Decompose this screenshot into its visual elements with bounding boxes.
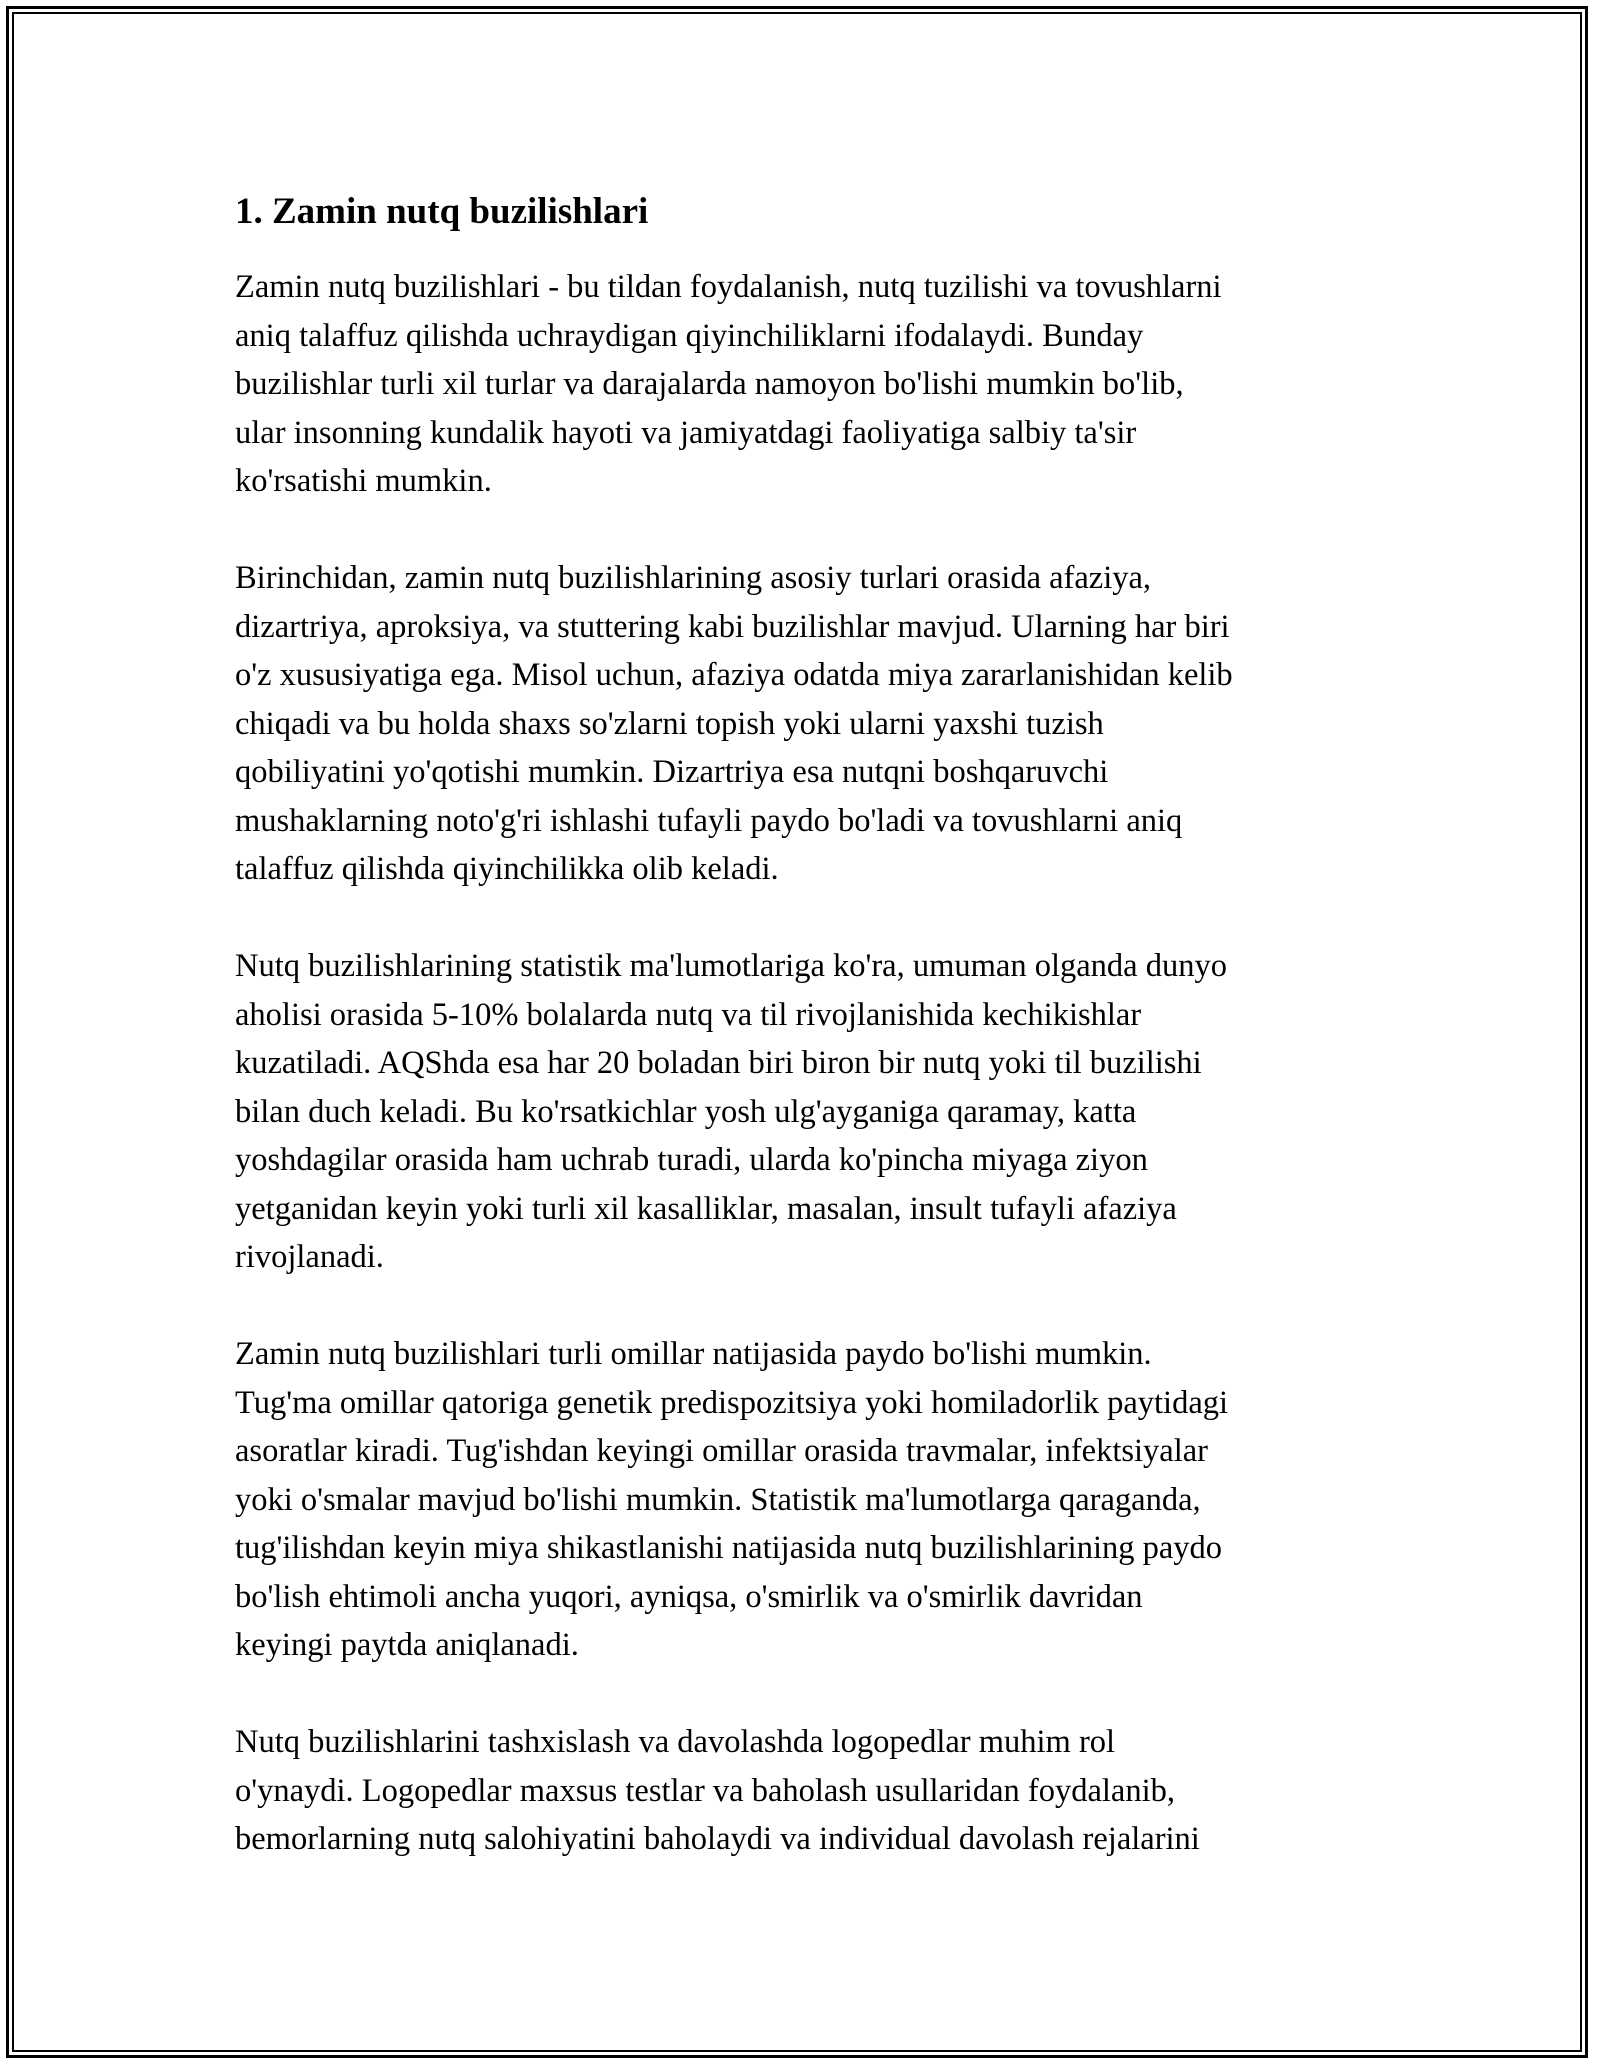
paragraph-4: Zamin nutq buzilishlari turli omillar natijasida paydo bo'lishi mumkin. Tug'ma omillar qatoriga genetik predispozitsiya yoki homiladorlik paytidagi asoratlar kiradi. Tug'ishdan keyingi omillar orasida travmalar, infektsiyalar yoki o'smalar mavjud bo'lishi mumkin. Statistik ma'lumotlarga qaraganda, tug'ilishdan keyin miya shikastlanishi natijasida nutq buzilishlarining paydo bo'lish ehtimoli ancha yuqori, ayniqsa, o'smirlik va o'smirlik davridan keyingi paytda aniqlanadi.: [235, 1336, 1229, 1663]
paragraph-3: Nutq buzilishlarining statistik ma'lumotlariga ko'ra, umuman olganda dunyo aholisi orasida 5-10% bolalarda nutq va til rivojlanishida kechikishlar kuzatiladi. AQShda esa har 20 boladan biri biron bir nutq yoki til buzilishi bilan duch keladi. Bu ko'rsatkichlar yosh ulg'ayganiga qaramay, katta yoshdagilar orasida ham uchrab turadi, ularda ko'pincha miyaga ziyon yetganidan keyin yoki turli xil kasalliklar, masalan, insult tufayli afaziya rivojlanadi.: [235, 948, 1227, 1275]
paragraph-1: Zamin nutq buzilishlari - bu tildan foydalanish, nutq tuzilishi va tovushlarni aniq talaffuz qilishda uchraydigan qiyinchiliklarni ifodalaydi. Bunday buzilishlar turli xil turlar va darajalarda namoyon bo'lishi mumkin bo'lib, ular insonning kundalik hayoti va jamiyatdagi faoliyatiga salbiy ta'sir ko'rsatishi mumkin.: [235, 269, 1222, 499]
section-heading: 1. Zamin nutq buzilishlari: [235, 191, 649, 232]
document-body: [235, 188, 1365, 1912]
paragraph-5: Nutq buzilishlarini tashxislash va davolashda logopedlar muhim rol o'ynaydi. Logopedlar maxsus testlar va baholash usullaridan foydalanib, bemorlarning nutq salohiyatini baholaydi va individual davolash rejalarini: [235, 1724, 1200, 1857]
paragraph-2: Birinchidan, zamin nutq buzilishlarining asosiy turlari orasida afaziya, dizartriya, aproksiya, va stuttering kabi buzilishlar mavjud. Ularning har biri o'z xususiyatiga ega. Misol uchun, afaziya odatda miya zararlanishidan kelib chiqadi va bu holda shaxs so'zlarni topish yoki ularni yaxshi tuzish qobiliyatini yo'qotishi mumkin. Dizartriya esa nutqni boshqaruvchi mushaklarning noto'g'ri ishlashi tufayli paydo bo'ladi va tovushlarni aniq talaffuz qilishda qiyinchilikka olib keladi.: [235, 560, 1233, 887]
